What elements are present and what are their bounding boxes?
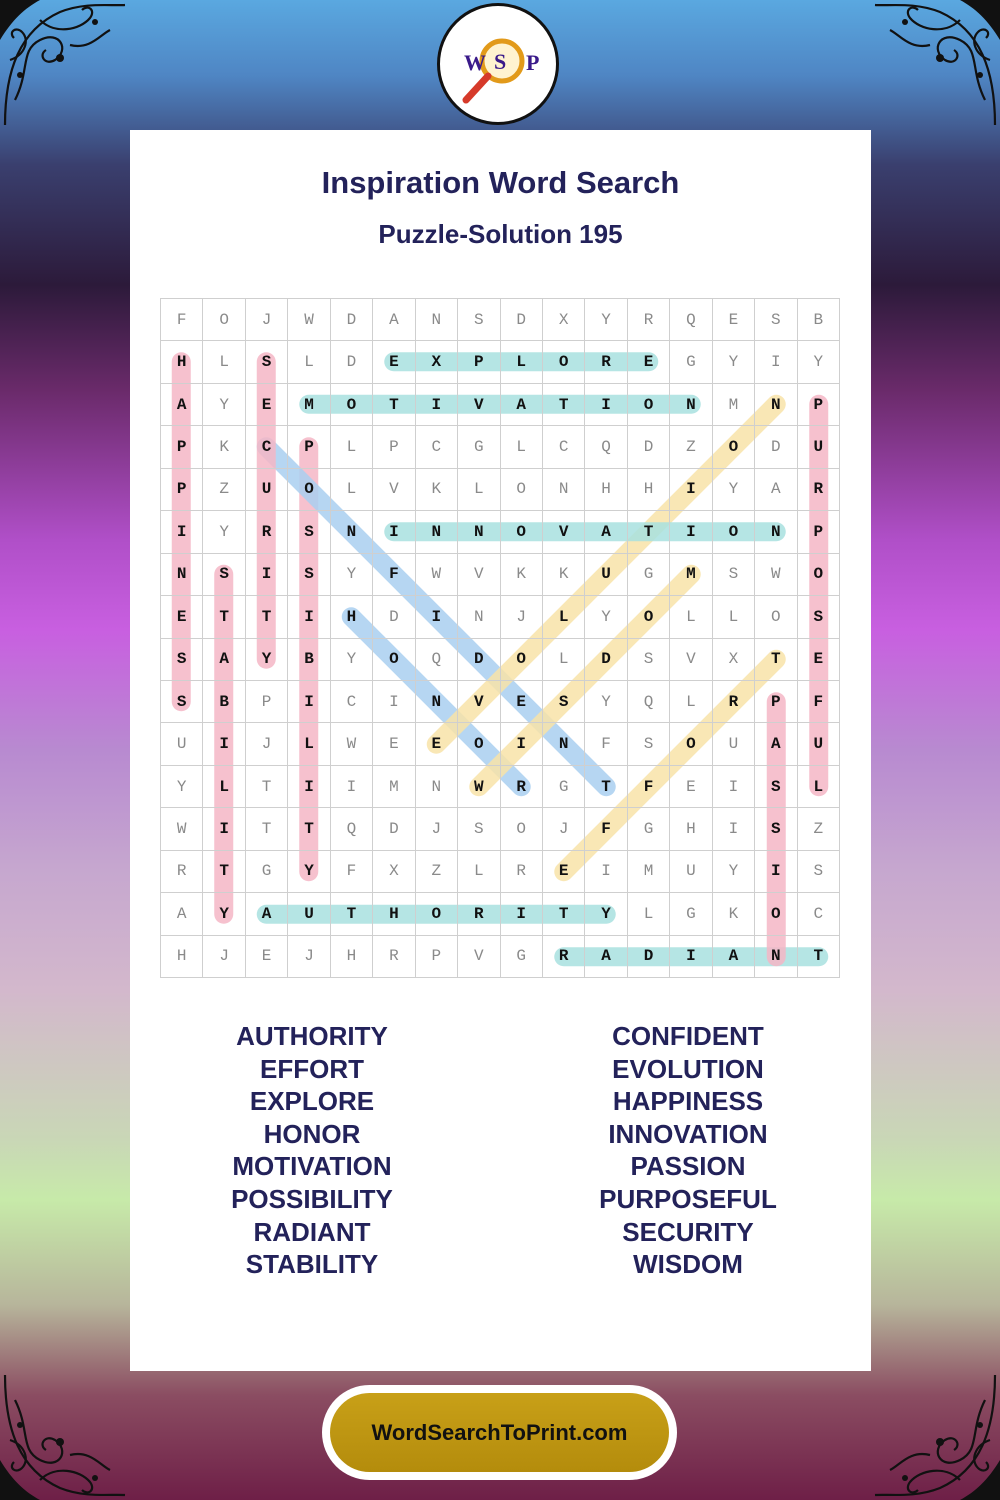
grid-cell[interactable]: Z: [203, 469, 245, 511]
page-title: Inspiration Word Search: [321, 165, 680, 200]
grid-cell[interactable]: C: [543, 426, 585, 468]
grid-cell[interactable]: I: [373, 511, 415, 553]
grid-cell[interactable]: R: [458, 893, 500, 935]
grid-cell[interactable]: V: [458, 384, 500, 426]
grid-cell[interactable]: P: [288, 426, 330, 468]
logo-letter-p: P: [526, 50, 540, 75]
grid-cell[interactable]: H: [331, 936, 373, 978]
grid-cell[interactable]: J: [246, 299, 288, 341]
grid-cell[interactable]: E: [373, 723, 415, 765]
grid-cell[interactable]: H: [628, 469, 670, 511]
grid-cell[interactable]: S: [628, 639, 670, 681]
grid-cell[interactable]: U: [798, 723, 840, 765]
grid-cell[interactable]: V: [458, 681, 500, 723]
grid-cell[interactable]: S: [755, 766, 797, 808]
grid-cell[interactable]: Z: [798, 808, 840, 850]
grid-cell[interactable]: T: [373, 384, 415, 426]
grid-cell[interactable]: N: [755, 511, 797, 553]
grid-cell[interactable]: U: [585, 554, 627, 596]
corner-ornament-icon: [870, 0, 1000, 130]
grid-cell[interactable]: X: [713, 639, 755, 681]
grid-cell[interactable]: T: [331, 893, 373, 935]
grid-cell[interactable]: H: [670, 808, 712, 850]
grid-cell[interactable]: O: [713, 511, 755, 553]
word-list-item: MOTIVATION: [232, 1151, 392, 1182]
page-subtitle: Puzzle-Solution 195: [378, 219, 623, 249]
word-list-item: HAPPINESS: [612, 1086, 764, 1117]
grid-cell[interactable]: I: [203, 808, 245, 850]
grid-cell[interactable]: Y: [713, 469, 755, 511]
grid-cell[interactable]: S: [288, 554, 330, 596]
grid-cell[interactable]: W: [331, 723, 373, 765]
grid-cell[interactable]: T: [288, 808, 330, 850]
grid-cell[interactable]: J: [501, 596, 543, 638]
grid-cell[interactable]: K: [713, 893, 755, 935]
grid-cell[interactable]: J: [203, 936, 245, 978]
grid-cell[interactable]: O: [501, 469, 543, 511]
grid-cell[interactable]: P: [161, 426, 203, 468]
word-list-item: AUTHORITY: [236, 1021, 388, 1051]
grid-cell[interactable]: F: [628, 766, 670, 808]
grid-cell[interactable]: Y: [203, 511, 245, 553]
grid-cell[interactable]: O: [458, 723, 500, 765]
grid-cell[interactable]: F: [331, 851, 373, 893]
grid-cell[interactable]: A: [246, 893, 288, 935]
corner-ornament-icon: [0, 0, 130, 130]
grid-cell[interactable]: O: [798, 554, 840, 596]
grid-cell[interactable]: O: [713, 426, 755, 468]
grid-cell[interactable]: O: [755, 893, 797, 935]
grid-cell[interactable]: H: [161, 341, 203, 383]
grid-cell[interactable]: R: [501, 766, 543, 808]
grid-cell[interactable]: E: [543, 851, 585, 893]
grid-cell[interactable]: Q: [331, 808, 373, 850]
grid-cell[interactable]: J: [288, 936, 330, 978]
grid-cell[interactable]: L: [288, 723, 330, 765]
grid-cell[interactable]: T: [543, 893, 585, 935]
grid-cell[interactable]: R: [585, 341, 627, 383]
grid-cell[interactable]: H: [331, 596, 373, 638]
grid-cell[interactable]: Z: [416, 851, 458, 893]
grid-cell[interactable]: L: [288, 341, 330, 383]
grid-cell[interactable]: L: [458, 469, 500, 511]
grid-cell[interactable]: Q: [416, 639, 458, 681]
grid-cell[interactable]: P: [798, 384, 840, 426]
grid-cell[interactable]: K: [416, 469, 458, 511]
grid-cell[interactable]: T: [246, 766, 288, 808]
grid-cell[interactable]: D: [628, 426, 670, 468]
grid-cell[interactable]: Q: [585, 426, 627, 468]
grid-cell[interactable]: E: [416, 723, 458, 765]
grid-cell[interactable]: V: [670, 639, 712, 681]
grid-cell[interactable]: Y: [288, 851, 330, 893]
grid-cell[interactable]: I: [713, 808, 755, 850]
grid-cell[interactable]: F: [798, 681, 840, 723]
word-list-item: PURPOSEFUL: [599, 1183, 777, 1214]
grid-cell[interactable]: I: [288, 681, 330, 723]
grid-cell[interactable]: L: [203, 766, 245, 808]
grid-cell[interactable]: G: [670, 893, 712, 935]
grid-cell[interactable]: Y: [331, 554, 373, 596]
grid-cell[interactable]: D: [628, 936, 670, 978]
grid-cell[interactable]: F: [585, 808, 627, 850]
grid-cell[interactable]: N: [416, 681, 458, 723]
grid-cell[interactable]: J: [246, 723, 288, 765]
grid-cell[interactable]: S: [161, 681, 203, 723]
word-list-item: RADIANT: [253, 1216, 371, 1247]
letter-grid: [160, 298, 840, 978]
grid-cell[interactable]: M: [670, 554, 712, 596]
grid-cell[interactable]: I: [755, 851, 797, 893]
grid-cell[interactable]: E: [246, 384, 288, 426]
grid-cell[interactable]: F: [585, 723, 627, 765]
grid-cell[interactable]: C: [798, 893, 840, 935]
grid-cell[interactable]: D: [373, 808, 415, 850]
grid-cell[interactable]: U: [713, 723, 755, 765]
grid-cell[interactable]: P: [246, 681, 288, 723]
grid-cell[interactable]: L: [501, 426, 543, 468]
grid-cell[interactable]: Y: [713, 341, 755, 383]
grid-cell[interactable]: L: [501, 341, 543, 383]
grid-cell[interactable]: L: [670, 681, 712, 723]
grid-cell[interactable]: E: [501, 681, 543, 723]
grid-cell[interactable]: F: [161, 299, 203, 341]
grid-cell[interactable]: W: [288, 299, 330, 341]
grid-cell[interactable]: B: [288, 639, 330, 681]
word-list-item: HONOR: [263, 1118, 361, 1149]
grid-cell[interactable]: D: [331, 299, 373, 341]
grid-cell[interactable]: H: [373, 893, 415, 935]
grid-cell[interactable]: O: [628, 384, 670, 426]
grid-cell[interactable]: N: [458, 511, 500, 553]
grid-cell[interactable]: L: [628, 893, 670, 935]
grid-cell[interactable]: D: [755, 426, 797, 468]
grid-cell[interactable]: H: [161, 936, 203, 978]
grid-cell[interactable]: I: [203, 723, 245, 765]
grid-cell[interactable]: O: [501, 808, 543, 850]
grid-cell[interactable]: M: [713, 384, 755, 426]
grid-cell[interactable]: A: [161, 893, 203, 935]
logo-letter-w: W: [464, 50, 486, 75]
grid-cell[interactable]: D: [373, 596, 415, 638]
grid-cell[interactable]: O: [288, 469, 330, 511]
grid-cell[interactable]: V: [543, 511, 585, 553]
grid-cell[interactable]: U: [246, 469, 288, 511]
grid-cell[interactable]: O: [543, 341, 585, 383]
word-list-item: SECURITY: [622, 1216, 754, 1247]
word-list-item: EXPLORE: [249, 1086, 375, 1117]
grid-cell[interactable]: L: [458, 851, 500, 893]
grid-cell[interactable]: I: [246, 554, 288, 596]
grid-cell[interactable]: G: [628, 808, 670, 850]
grid-cell[interactable]: Y: [161, 766, 203, 808]
grid-cell[interactable]: A: [585, 936, 627, 978]
grid-cell[interactable]: I: [670, 469, 712, 511]
grid-cell[interactable]: S: [713, 554, 755, 596]
grid-cell[interactable]: S: [203, 554, 245, 596]
grid-cell[interactable]: R: [628, 299, 670, 341]
grid-cell[interactable]: P: [373, 426, 415, 468]
grid-cell[interactable]: Q: [670, 299, 712, 341]
grid-cell[interactable]: S: [755, 808, 797, 850]
grid-cell[interactable]: I: [288, 596, 330, 638]
grid-cell[interactable]: S: [288, 511, 330, 553]
grid-cell[interactable]: U: [288, 893, 330, 935]
grid-cell[interactable]: N: [670, 384, 712, 426]
word-list-left: [132, 1020, 492, 1281]
grid-cell[interactable]: Y: [246, 639, 288, 681]
grid-cell[interactable]: A: [755, 469, 797, 511]
grid-cell[interactable]: P: [416, 936, 458, 978]
grid-cell[interactable]: R: [373, 936, 415, 978]
grid-cell[interactable]: S: [755, 299, 797, 341]
grid-cell[interactable]: L: [670, 596, 712, 638]
grid-cell[interactable]: D: [331, 341, 373, 383]
corner-ornament-icon: [870, 1370, 1000, 1500]
grid-cell[interactable]: O: [755, 596, 797, 638]
grid-cell[interactable]: N: [458, 596, 500, 638]
grid-cell[interactable]: D: [501, 299, 543, 341]
grid-cell[interactable]: G: [458, 426, 500, 468]
grid-cell[interactable]: C: [416, 426, 458, 468]
grid-cell[interactable]: R: [501, 851, 543, 893]
grid-cell[interactable]: O: [416, 893, 458, 935]
grid-cell[interactable]: G: [670, 341, 712, 383]
grid-cell[interactable]: Q: [628, 681, 670, 723]
grid-cell[interactable]: S: [628, 723, 670, 765]
grid-cell[interactable]: V: [458, 554, 500, 596]
grid-cell[interactable]: G: [246, 851, 288, 893]
grid-cell[interactable]: G: [543, 766, 585, 808]
grid-cell[interactable]: R: [798, 469, 840, 511]
grid-cell[interactable]: V: [458, 936, 500, 978]
grid-cell[interactable]: N: [416, 299, 458, 341]
grid-cell[interactable]: N: [543, 469, 585, 511]
grid-cell[interactable]: P: [161, 469, 203, 511]
grid-cell[interactable]: S: [543, 681, 585, 723]
grid-cell[interactable]: N: [755, 384, 797, 426]
grid-cell[interactable]: M: [628, 851, 670, 893]
grid-cell[interactable]: P: [458, 341, 500, 383]
grid-cell[interactable]: T: [628, 511, 670, 553]
grid-cell[interactable]: A: [755, 723, 797, 765]
grid-cell[interactable]: O: [628, 596, 670, 638]
grid-cell[interactable]: I: [713, 766, 755, 808]
grid-cell[interactable]: I: [670, 511, 712, 553]
grid-cell[interactable]: A: [713, 936, 755, 978]
grid-cell[interactable]: A: [203, 639, 245, 681]
grid-cell[interactable]: E: [713, 299, 755, 341]
grid-cell[interactable]: L: [543, 596, 585, 638]
word-list-item: CONFIDENT: [612, 1021, 764, 1051]
grid-cell[interactable]: E: [670, 766, 712, 808]
grid-cell[interactable]: O: [501, 511, 543, 553]
grid-cell[interactable]: G: [501, 936, 543, 978]
grid-cell[interactable]: W: [755, 554, 797, 596]
grid-cell[interactable]: I: [670, 936, 712, 978]
grid-cell[interactable]: C: [331, 681, 373, 723]
grid-cell[interactable]: L: [331, 469, 373, 511]
grid-cell[interactable]: I: [501, 723, 543, 765]
grid-cell[interactable]: D: [585, 639, 627, 681]
grid-cell[interactable]: Y: [203, 893, 245, 935]
grid-cell[interactable]: U: [161, 723, 203, 765]
grid-cell[interactable]: L: [798, 766, 840, 808]
grid-cell[interactable]: T: [585, 766, 627, 808]
word-list-item: INNOVATION: [608, 1118, 768, 1149]
grid-cell[interactable]: X: [416, 341, 458, 383]
grid-cell[interactable]: T: [246, 808, 288, 850]
grid-cell[interactable]: X: [543, 299, 585, 341]
grid-cell[interactable]: R: [246, 511, 288, 553]
grid-cell[interactable]: O: [501, 639, 543, 681]
grid-cell[interactable]: I: [416, 596, 458, 638]
grid-cell[interactable]: N: [755, 936, 797, 978]
grid-cell[interactable]: V: [373, 469, 415, 511]
grid-cell[interactable]: G: [628, 554, 670, 596]
grid-cell[interactable]: S: [798, 851, 840, 893]
grid-cell[interactable]: A: [161, 384, 203, 426]
grid-cell[interactable]: Y: [713, 851, 755, 893]
grid-cell[interactable]: E: [373, 341, 415, 383]
grid-cell[interactable]: M: [288, 384, 330, 426]
word-list-item: WISDOM: [633, 1249, 743, 1280]
grid-cell[interactable]: N: [331, 511, 373, 553]
grid-cell[interactable]: E: [798, 639, 840, 681]
grid-cell[interactable]: Y: [585, 596, 627, 638]
word-list-item: EVOLUTION: [612, 1053, 764, 1084]
grid-cell[interactable]: U: [670, 851, 712, 893]
grid-cell[interactable]: T: [203, 596, 245, 638]
word-list-right: [508, 1020, 868, 1281]
grid-cell[interactable]: N: [416, 511, 458, 553]
grid-cell[interactable]: L: [543, 639, 585, 681]
grid-cell[interactable]: T: [543, 384, 585, 426]
corner-ornament-icon: [0, 1370, 130, 1500]
grid-cell[interactable]: W: [416, 554, 458, 596]
grid-cell[interactable]: Y: [203, 384, 245, 426]
grid-cell[interactable]: N: [416, 766, 458, 808]
grid-cell[interactable]: S: [798, 596, 840, 638]
grid-cell[interactable]: E: [161, 596, 203, 638]
grid-cell[interactable]: O: [203, 299, 245, 341]
grid-cell[interactable]: Z: [670, 426, 712, 468]
grid-cell[interactable]: K: [501, 554, 543, 596]
website-badge[interactable]: [322, 1385, 677, 1480]
grid-cell[interactable]: R: [543, 936, 585, 978]
grid-cell[interactable]: L: [713, 596, 755, 638]
logo-letter-s: S: [494, 49, 507, 74]
word-list-item: STABILITY: [245, 1249, 379, 1280]
grid-cell[interactable]: A: [585, 511, 627, 553]
grid-cell[interactable]: X: [373, 851, 415, 893]
grid-cell[interactable]: L: [331, 426, 373, 468]
website-link[interactable]: WordSearchToPrint.com: [330, 1393, 669, 1472]
grid-cell[interactable]: N: [161, 554, 203, 596]
grid-cell[interactable]: Y: [585, 681, 627, 723]
grid-cell[interactable]: I: [288, 766, 330, 808]
grid-cell[interactable]: T: [798, 936, 840, 978]
grid-cell[interactable]: T: [203, 851, 245, 893]
grid-cell[interactable]: I: [161, 511, 203, 553]
grid-cell[interactable]: J: [416, 808, 458, 850]
grid-cell[interactable]: E: [246, 936, 288, 978]
grid-cell[interactable]: Y: [798, 341, 840, 383]
grid-cell[interactable]: T: [246, 596, 288, 638]
grid-cell[interactable]: I: [585, 384, 627, 426]
grid-cell[interactable]: A: [501, 384, 543, 426]
grid-cell[interactable]: S: [246, 341, 288, 383]
grid-cell[interactable]: L: [203, 341, 245, 383]
grid-cell[interactable]: I: [501, 893, 543, 935]
grid-cell[interactable]: R: [713, 681, 755, 723]
grid-cell[interactable]: J: [543, 808, 585, 850]
grid-cell[interactable]: N: [543, 723, 585, 765]
grid-cell[interactable]: O: [670, 723, 712, 765]
grid-cell[interactable]: H: [585, 469, 627, 511]
word-list-item: POSSIBILITY: [231, 1183, 393, 1214]
word-list-item: EFFORT: [260, 1053, 364, 1084]
grid-cell[interactable]: W: [458, 766, 500, 808]
grid-cell[interactable]: C: [246, 426, 288, 468]
grid-cell[interactable]: S: [161, 639, 203, 681]
grid-cell[interactable]: U: [798, 426, 840, 468]
grid-cell[interactable]: I: [416, 384, 458, 426]
grid-cell[interactable]: Y: [585, 893, 627, 935]
grid-cell[interactable]: Y: [585, 299, 627, 341]
wsp-logo: [437, 3, 559, 125]
grid-cell[interactable]: P: [798, 511, 840, 553]
grid-cell[interactable]: A: [373, 299, 415, 341]
grid-cell[interactable]: T: [755, 639, 797, 681]
grid-cell[interactable]: O: [331, 384, 373, 426]
grid-cell[interactable]: I: [373, 681, 415, 723]
word-list-item: PASSION: [630, 1151, 746, 1182]
grid-cell[interactable]: I: [585, 851, 627, 893]
grid-cell[interactable]: I: [331, 766, 373, 808]
grid-cell[interactable]: Y: [331, 639, 373, 681]
grid-cell[interactable]: E: [628, 341, 670, 383]
grid-cell[interactable]: P: [755, 681, 797, 723]
grid-cell[interactable]: F: [373, 554, 415, 596]
grid-cell[interactable]: S: [458, 299, 500, 341]
magnifier-icon: [440, 6, 556, 122]
grid-cell[interactable]: B: [203, 681, 245, 723]
grid-cell[interactable]: K: [203, 426, 245, 468]
grid-cell[interactable]: M: [373, 766, 415, 808]
grid-cell[interactable]: W: [161, 808, 203, 850]
grid-cell[interactable]: S: [458, 808, 500, 850]
grid-cell[interactable]: D: [458, 639, 500, 681]
grid-cell[interactable]: R: [161, 851, 203, 893]
grid-cell[interactable]: I: [755, 341, 797, 383]
grid-cell[interactable]: K: [543, 554, 585, 596]
grid-cell[interactable]: O: [373, 639, 415, 681]
grid-cell[interactable]: B: [798, 299, 840, 341]
